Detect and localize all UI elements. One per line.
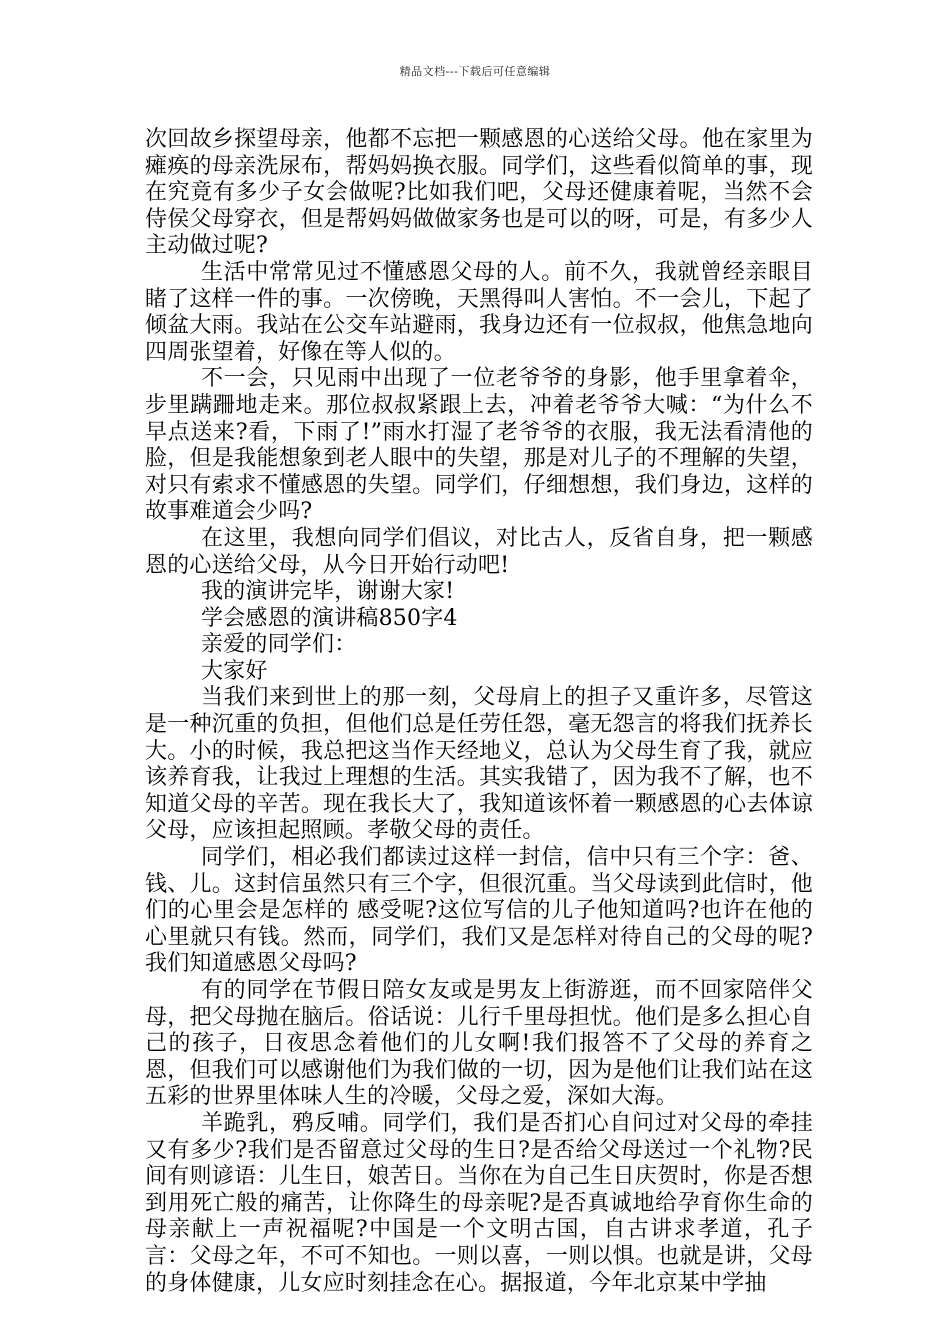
paragraph-5: 我的演讲完毕，谢谢大家!: [201, 579, 455, 605]
paragraph-10: 同学们，相必我们都读过这样一封信，信中只有三个字：爸、钱、儿。这封信虽然只有三个字，但很沉重。当父母读到此信时，他们的心里会是怎样的 感受呢?这位写信的儿子他知道吗?也许在他的心里就只有钱。然而，同学们，我们又是怎样对待自己的父母的呢?我们知道感恩父母吗?: [145, 845, 813, 977]
paragraph-1: 次回故乡探望母亲，他都不忘把一颗感恩的心送给父母。他在家里为瘫痪的母亲洗尿布，帮妈妈换衣服。同学们，这些看似简单的事，现在究竟有多少子女会做呢?比如我们吧，父母还健康着呢，当然不会侍侯父母穿衣，但是帮妈妈做做家务也是可以的呀，可是，有多少人主动做过呢?: [145, 127, 813, 259]
greeting: 大家好: [201, 658, 268, 684]
page-header: 精品文档---下载后可任意编辑: [399, 65, 551, 78]
salutation: 亲爱的同学们：: [201, 632, 357, 658]
paragraph-12: 羊跪乳，鸦反哺。同学们，我们是否扪心自问过对父母的牵挂又有多少?我们是否留意过父母的生日?是否给父母送过一个礼物?民间有则谚语：儿生日，娘苦日。当你在为自己生日庆贺时，你是否想到用死亡般的痛苦，让你降生的母亲呢?是否真诚地给孕育你生命的母亲献上一声祝福呢?中国是一个文明古国，自古讲求孝道，孔子言：父母之年，不可不知也。一则以喜，一则以惧。也就是讲，父母的身体健康，儿女应时刻挂念在心。据报道，今年北京某中学抽: [145, 1110, 813, 1296]
paragraph-9: 当我们来到世上的那一刻，父母肩上的担子又重许多，尽管这是一种沉重的负担，但他们总是任劳任怨，毫无怨言的将我们抚养长大。小的时候，我总把这当作天经地义，总认为父母生育了我，就应该养育我，让我过上理想的生活。其实我错了，因为我不了解，也不知道父母的辛苦。现在我长大了，我知道该怀着一颗感恩的心去体谅父母，应该担起照顾。孝敬父母的责任。: [145, 685, 813, 844]
document-body: [145, 127, 813, 1297]
paragraph-2: 生活中常常见过不懂感恩父母的人。前不久，我就曾经亲眼目睹了这样一件的事。一次傍晚，天黑得叫人害怕。不一会儿，下起了倾盆大雨。我站在公交车站避雨，我身边还有一位叔叔，他焦急地向四周张望着，好像在等人似的。: [145, 259, 813, 365]
paragraph-4: 在这里，我想向同学们倡议，对比古人，反省自身，把一颗感恩的心送给父母，从今日开始行动吧!: [145, 525, 813, 578]
section-title: 学会感恩的演讲稿850字4: [201, 605, 458, 631]
paragraph-3: 不一会，只见雨中出现了一位老爷爷的身影，他手里拿着伞，步里蹒跚地走来。那位叔叔紧跟上去，冲着老爷爷大喊：“为什么不早点送来?看，下雨了!”雨水打湿了老爷爷的衣服，我无法看清他的脸，但是我能想象到老人眼中的失望，那是对儿子的不理解的失望，对只有索求不懂感恩的失望。同学们，仔细想想，我们身边，这样的故事难道会少吗?: [145, 366, 813, 525]
paragraph-11: 有的同学在节假日陪女友或是男友上街游逛，而不回家陪伴父母，把父母抛在脑后。俗话说：儿行千里母担忧。他们是多么担心自己的孩子，日夜思念着他们的儿女啊!我们报答不了父母的养育之恩，但我们可以感谢他们为我们做的一切，因为是他们让我们站在这五彩的世界里体味人生的冷暖，父母之爱，深如大海。: [145, 978, 813, 1110]
